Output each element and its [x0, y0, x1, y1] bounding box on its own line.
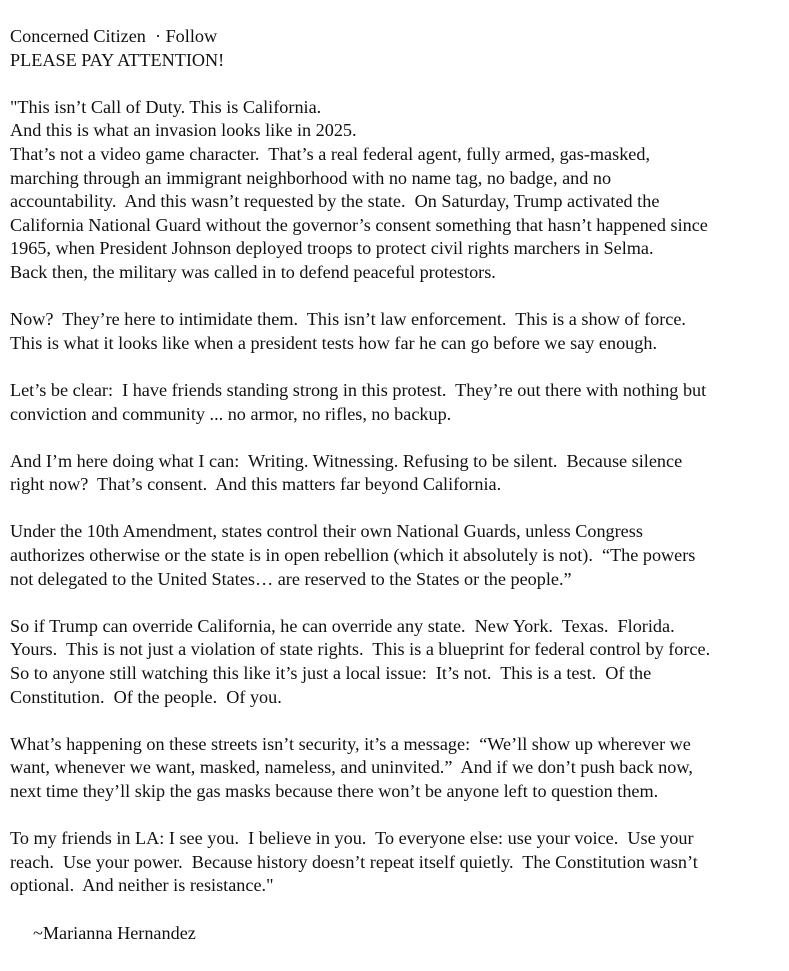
- text-line: Let’s be clear: I have friends standing strong in this protest. They’re out there with nothing but: [10, 379, 707, 400]
- text-line: Constitution. Of the people. Of you.: [10, 686, 282, 707]
- paragraph-6: [10, 615, 789, 709]
- text-line: To my friends in LA: I see you. I believe in you. To everyone else: use your voice. Use your: [10, 828, 694, 849]
- text-line: This is what it looks like when a president tests how far he can go before we say enough.: [10, 332, 658, 353]
- text-line: Yours. This is not just a violation of state rights. This is a blueprint for federal control by force.: [10, 639, 711, 660]
- text-line: not delegated to the United States… are reserved to the States or the people.”: [10, 568, 572, 589]
- paragraph-7: [10, 733, 789, 804]
- text-line: marching through an immigrant neighborhood with no name tag, no badge, and no: [10, 167, 612, 188]
- text-line: That’s not a video game character. That’s a real federal agent, fully armed, gas-masked,: [10, 143, 650, 164]
- text-line: 1965, when President Johnson deployed troops to protect civil rights marchers in Selma.: [10, 238, 654, 259]
- text-line: Under the 10th Amendment, states control their own National Guards, unless Congress: [10, 521, 643, 542]
- header-separator: ·: [145, 26, 166, 46]
- text-line: Back then, the military was called in to defend peaceful protestors.: [10, 261, 496, 282]
- text-line: want, whenever we want, masked, nameless, and uninvited.” And if we don’t push back now,: [10, 757, 693, 778]
- text-line: And this is what an invasion looks like in 2025.: [10, 120, 357, 141]
- text-line: conviction and community ... no armor, no rifles, no backup.: [10, 403, 452, 424]
- header-spacer: [10, 72, 789, 96]
- text-line: reach. Use your power. Because history doesn’t repeat itself quietly. The Constitution wasn’t: [10, 851, 698, 872]
- follow-link[interactable]: Follow: [165, 26, 218, 46]
- paragraph-5: [10, 520, 789, 591]
- text-line: accountability. And this wasn’t requested by the state. On Saturday, Trump activated the: [10, 191, 660, 212]
- text-line: California National Guard without the governor’s consent something that hasn’t happened since: [10, 214, 708, 235]
- signature: ~Marianna Hernandez: [33, 923, 196, 943]
- paragraph-1: [10, 96, 789, 285]
- text-line: "This isn’t Call of Duty. This is California.: [10, 96, 322, 117]
- author-name[interactable]: Concerned Citizen: [10, 26, 146, 46]
- text-line: next time they’ll skip the gas masks because there won’t be anyone left to question them.: [10, 781, 659, 801]
- paragraph-8: [10, 827, 789, 898]
- text-line: right now? That’s consent. And this matters far beyond California.: [10, 474, 502, 495]
- post-body: [10, 25, 789, 922]
- text-line: What’s happening on these streets isn’t security, it’s a message: “We’ll show up wherever we: [10, 733, 691, 754]
- text-line: optional. And neither is resistance.": [10, 875, 274, 896]
- text-line: So to anyone still watching this like it’s just a local issue: It’s not. This is a test. Of the: [10, 663, 652, 684]
- text-line: So if Trump can override California, he can override any state. New York. Texas. Florida.: [10, 615, 675, 636]
- text-line: And I’m here doing what I can: Writing. Witnessing. Refusing to be silent. Because silence: [10, 450, 683, 471]
- text-line: Now? They’re here to intimidate them. This isn’t law enforcement. This is a show of force.: [10, 309, 686, 330]
- post-header: [10, 25, 789, 49]
- post-headline: PLEASE PAY ATTENTION!: [10, 49, 225, 70]
- paragraph-4: [10, 450, 789, 497]
- paragraph-3: [10, 379, 789, 426]
- paragraph-2: [10, 308, 789, 355]
- text-line: authorizes otherwise or the state is in open rebellion (which it absolutely is not). “The powers: [10, 545, 696, 566]
